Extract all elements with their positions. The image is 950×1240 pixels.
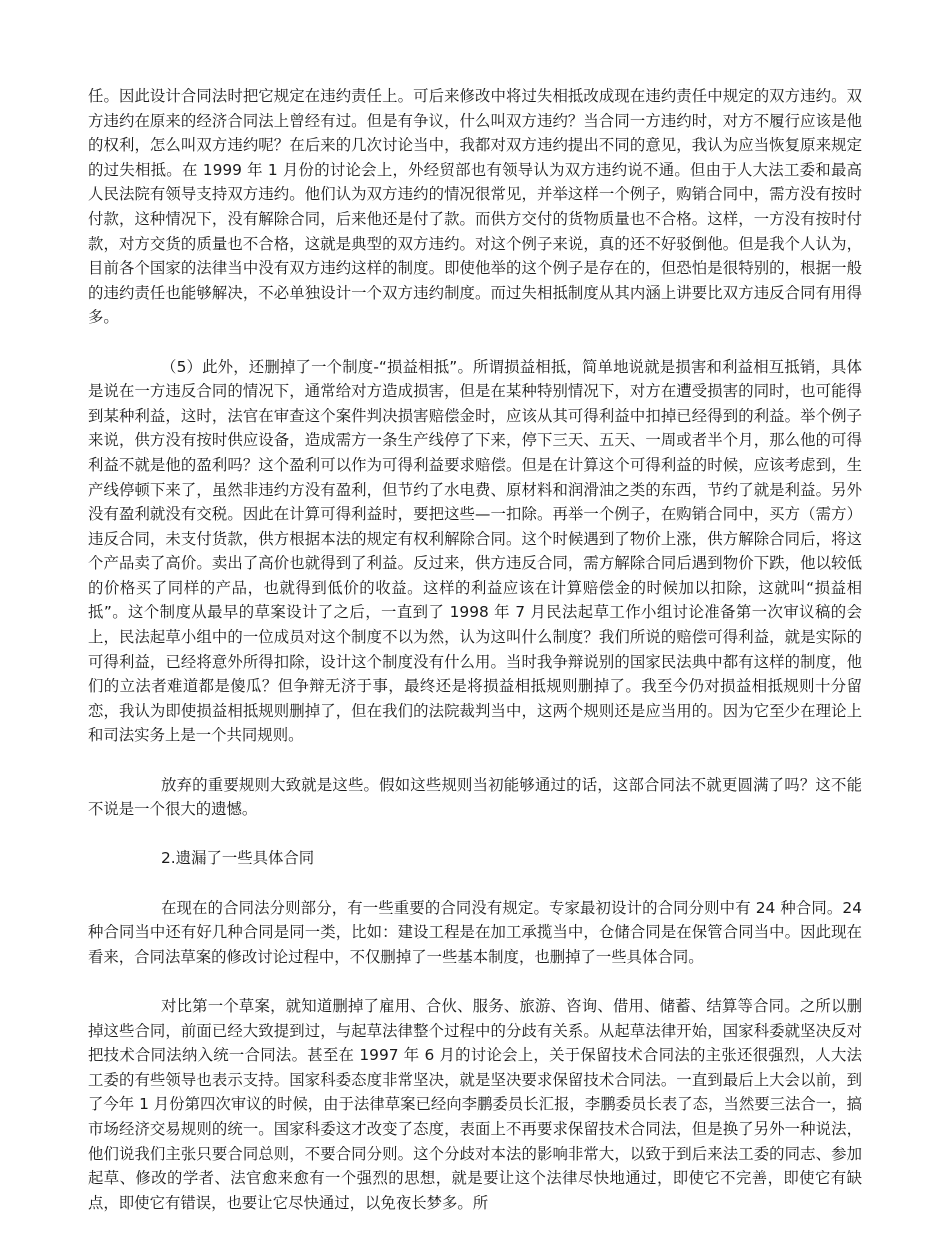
paragraph-specific-contracts: 在现在的合同法分则部分，有一些重要的合同没有规定。专家最初设计的合同分则中有 24 种合同。24 种合同当中还有好几种合同是同一类，比如：建设工程是在加工承揽当中，仓储合同是在保管合同当中。因此现在看来，合同法草案的修改讨论过程中，不仅删掉了一些基本制度，也删掉了一些具体合同。 bbox=[88, 898, 862, 966]
paragraph-deleted-contracts-history: 对比第一个草案，就知道删掉了雇用、合伙、服务、旅游、咨询、借用、储蓄、结算等合同。之所以删掉这些合同，前面已经大致提到过，与起草法律整个过程中的分歧有关系。从起草法律开始，国家科委就坚决反对把技术合同法纳入统一合同法。甚至在 1997 年 6 月的讨论会上，关于保留技术合同法的主张还很强烈，人大法工委的有些领导也表示支持。国家科委态度非常坚决，就是坚决要求保留技术合同法。一直到最后上大会以前，到了今年 1 月份第四次审议的时候，由于法律草案已经向李鹏委员长汇报，李鹏委员长表了态，当然要三法合一，搞市场经济交易规则的统一。国家科委这才改变了态度，表面上不再要求保留技术合同法，但是换了另外一种说法，他们说我们主张只要合同总则，不要合同分则。这个分歧对本法的影响非常大，以致于到后来法工委的同志、参加起草、修改的学者、法官愈来愈有一个强烈的思想，就是要让这个法律尽快地通过，即使它不完善，即使它有缺点，即使它有错误，也要让它尽快通过，以免夜长梦多。所 bbox=[88, 996, 862, 1212]
section-heading-omitted-contracts: 2.遗漏了一些具体合同 bbox=[161, 849, 315, 868]
paragraph-double-breach: 任。因此设计合同法时把它规定在违约责任上。可后来修改中将过失相抵改成现在违约责任中规定的双方违约。双方违约在原来的经济合同法上曾经有过。但是有争议，什么叫双方违约？当合同一方违约时，对方不履行应该是他的权利，怎么叫双方违约呢？在后来的几次讨论当中，我都对双方违约提出不同的意见，我认为应当恢复原来规定的过失相抵。在 1999 年 1 月份的讨论会上，外经贸部也有领导认为双方违约说不通。但由于人大法工委和最高人民法院有领导支持双方违约。他们认为双方违约的情况很常见，并举这样一个例子，购销合同中，需方没有按时付款，这种情况下，没有解除合同，后来他还是付了款。而供方交付的货物质量也不合格。这样，一方没有按时付款，对方交货的质量也不合格，这就是典型的双方违约。对这个例子来说，真的还不好驳倒他。但是我个人认为，目前各个国家的法律当中没有双方违约这样的制度。即使他举的这个例子是存在的，但恐怕是很特别的，根据一般的违约责任也能够解决，不必单独设计一个双方违约制度。而过失相抵制度从其内涵上讲要比双方违反合同有用得多。 bbox=[88, 87, 862, 327]
document-page bbox=[88, 84, 862, 1240]
paragraph-abandoned-rules-summary: 放弃的重要规则大致就是这些。假如这些规则当初能够通过的话，这部合同法不就更圆满了吗？这不能不说是一个很大的遗憾。 bbox=[88, 775, 862, 819]
paragraph-benefit-offset: （5）此外，还删掉了一个制度-“损益相抵”。所谓损益相抵，简单地说就是损害和利益相互抵销，具体是说在一方违反合同的情况下，通常给对方造成损害，但是在某种特别情况下，对方在遭受损害的同时，也可能得到某种利益，这时，法官在审查这个案件判决损害赔偿金时，应该从其可得利益中扣掉已经得到的利益。举个例子来说，供方没有按时供应设备，造成需方一条生产线停了下来，停下三天、五天、一周或者半个月，那么他的可得利益不就是他的盈利吗？这个盈利可以作为可得利益要求赔偿。但是在计算这个可得利益的时候，应该考虑到，生产线停顿下来了，虽然非违约方没有盈利，但节约了水电费、原材料和润滑油之类的东西，节约了就是利益。另外没有盈利就没有交税。因此在计算可得利益时，要把这些—一扣除。再举一个例子，在购销合同中，买方（需方）违反合同，未支付货款，供方根据本法的规定有权利解除合同。这个时候遇到了物价上涨，供方解除合同后，将这个产品卖了高价。卖出了高价也就得到了利益。反过来，供方违反合同，需方解除合同后遇到物价下跌，他以较低的价格买了同样的产品，也就得到低价的收益。这样的利益应该在计算赔偿金的时候加以扣除，这就叫“损益相抵”。这个制度从最早的草案设计了之后，一直到了 1998 年 7 月民法起草工作小组讨论准备第一次审议稿的会上，民法起草小组中的一位成员对这个制度不以为然，认为这叫什么制度？我们所说的赔偿可得利益，就是实际的可得利益，已经将意外所得扣除，设计这个制度没有什么用。当时我争辩说别的国家民法典中都有这样的制度，他们的立法者难道都是傻瓜？但争辩无济于事，最终还是将损益相抵规则删掉了。我至今仍对损益相抵规则十分留恋，我认为即使损益相抵规则删掉了，但在我们的法院裁判当中，这两个规则还是应当用的。因为它至少在理论上和司法实务上是一个共同规则。 bbox=[88, 357, 862, 745]
